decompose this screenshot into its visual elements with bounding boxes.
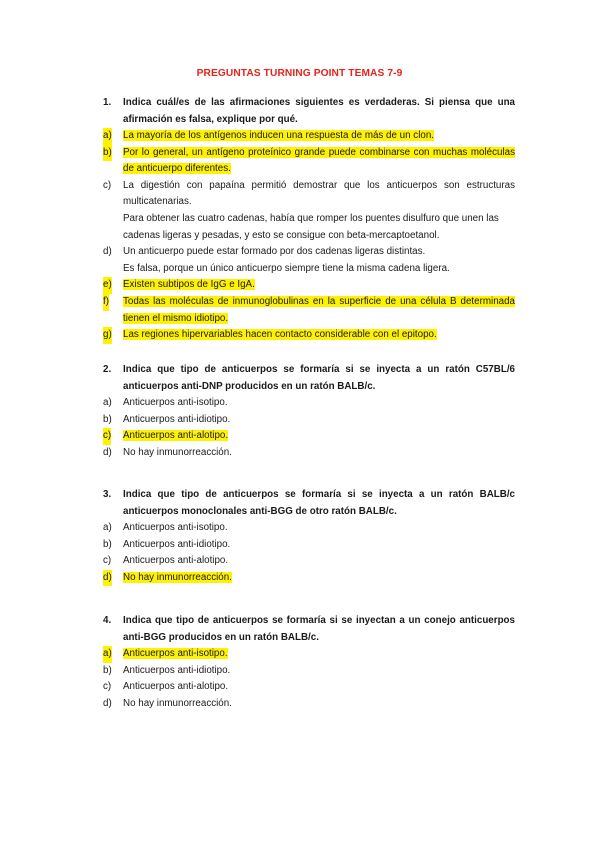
option-letter: b): [103, 145, 112, 162]
option-text: Anticuerpos anti-isotipo.: [123, 648, 228, 659]
question-text: [103, 362, 515, 395]
option-explanation: Para obtener las cuatro cadenas, había que romper los puentes disulfuro que unen las cadenas ligeras y pesadas, y esto se consigue con beta-mercaptoetanol.: [123, 212, 499, 241]
question-number: 2.: [103, 364, 112, 375]
question-number: 1.: [103, 97, 112, 108]
option-letter: b): [103, 413, 112, 425]
option-text: Por lo general, un antígeno proteínico grande puede combinarse con muchas moléculas de anticuerpo diferentes.: [123, 146, 515, 175]
option-text: La digestión con papaína permitió demostrar que los anticuerpos son estructuras multicatenarias.: [123, 179, 515, 208]
option-c: [103, 679, 515, 696]
option-d: [103, 445, 515, 462]
question-text: [103, 95, 515, 128]
option-text: Las regiones hipervariables hacen contacto considerable con el epitopo.: [123, 329, 437, 341]
question-3: [103, 487, 515, 586]
option-text: La mayoría de los antígenos inducen una respuesta de más de un clon.: [123, 130, 434, 141]
option-e: [103, 277, 515, 294]
option-b: [103, 412, 515, 429]
question-text: [103, 613, 515, 646]
option-b: [103, 145, 515, 178]
question-statement: Indica que tipo de anticuerpos se formaría si se inyecta a un ratón BALB/c anticuerpos monoclonales anti-BGG de otro ratón BALB/c.: [123, 489, 515, 517]
option-text: Existen subtipos de IgG e IgA.: [123, 279, 255, 291]
question-number: 3.: [103, 489, 112, 500]
option-letter: b): [103, 664, 112, 676]
option-letter: c): [103, 428, 111, 445]
option-g: [103, 327, 515, 344]
question-statement: Indica que tipo de anticuerpos se formaría si se inyecta a un ratón C57BL/6 anticuerpos anti-DNP producidos en un ratón BALB/c.: [123, 364, 515, 392]
question-text: [103, 487, 515, 520]
option-f: [103, 294, 515, 327]
option-a: [103, 395, 515, 412]
question-1: [103, 95, 515, 344]
question-2: [103, 362, 515, 461]
option-letter: a): [103, 646, 112, 663]
option-text: Anticuerpos anti-isotipo.: [123, 397, 228, 408]
option-text: No hay inmunorreacción.: [123, 571, 232, 583]
option-c: [103, 428, 515, 445]
option-text: No hay inmunorreacción.: [123, 446, 232, 458]
question-statement: Indica cuál/es de las afirmaciones siguientes es verdaderas. Si piensa que una afirmación es falsa, explique por qué.: [123, 97, 515, 125]
option-letter: a): [103, 128, 112, 145]
option-letter: d): [103, 697, 112, 709]
option-letter: d): [103, 246, 112, 258]
option-c: [103, 178, 515, 211]
option-a: [103, 646, 515, 663]
option-text: Anticuerpos anti-alotipo.: [123, 555, 229, 567]
option-text: Todas las moléculas de inmunoglobulinas en la superficie de una célula B determinada tienen el mismo idiotipo.: [123, 295, 515, 324]
option-text: Anticuerpos anti-alotipo.: [123, 681, 229, 693]
option-b: [103, 663, 515, 680]
option-text: Anticuerpos anti-idiotipo.: [123, 413, 231, 425]
option-letter: b): [103, 538, 112, 550]
option-letter: g): [103, 327, 112, 344]
option-letter: c): [103, 179, 112, 191]
option-letter: c): [103, 555, 112, 567]
question-number: 4.: [103, 615, 112, 626]
option-explanation: Es falsa, porque un único anticuerpo siempre tiene la misma cadena ligera.: [123, 262, 450, 274]
option-b: [103, 537, 515, 554]
question-statement: Indica que tipo de anticuerpos se formaría si se inyectan a un conejo anticuerpos anti-BGG producidos en un ratón BALB/c.: [123, 615, 515, 643]
option-d: [103, 244, 515, 261]
question-4: [103, 613, 515, 712]
option-d: [103, 570, 515, 587]
page-title: PREGUNTAS TURNING POINT TEMAS 7-9: [196, 68, 403, 79]
option-letter: f): [103, 294, 109, 311]
option-a: [103, 128, 515, 145]
option-letter: e): [103, 277, 112, 294]
option-letter: d): [103, 570, 112, 587]
option-letter: a): [103, 397, 112, 408]
option-d: [103, 696, 515, 713]
option-a: [103, 520, 515, 537]
option-c: [103, 553, 515, 570]
option-text: Anticuerpos anti-alotipo.: [123, 430, 229, 442]
option-text: Anticuerpos anti-idiotipo.: [123, 664, 231, 676]
option-letter: a): [103, 522, 112, 533]
option-text: No hay inmunorreacción.: [123, 697, 232, 709]
option-text: Un anticuerpo puede estar formado por dos cadenas ligeras distintas.: [123, 246, 426, 258]
option-text: Anticuerpos anti-isotipo.: [123, 522, 228, 533]
option-text: Anticuerpos anti-idiotipo.: [123, 538, 231, 550]
option-letter: d): [103, 446, 112, 458]
option-letter: c): [103, 681, 112, 693]
